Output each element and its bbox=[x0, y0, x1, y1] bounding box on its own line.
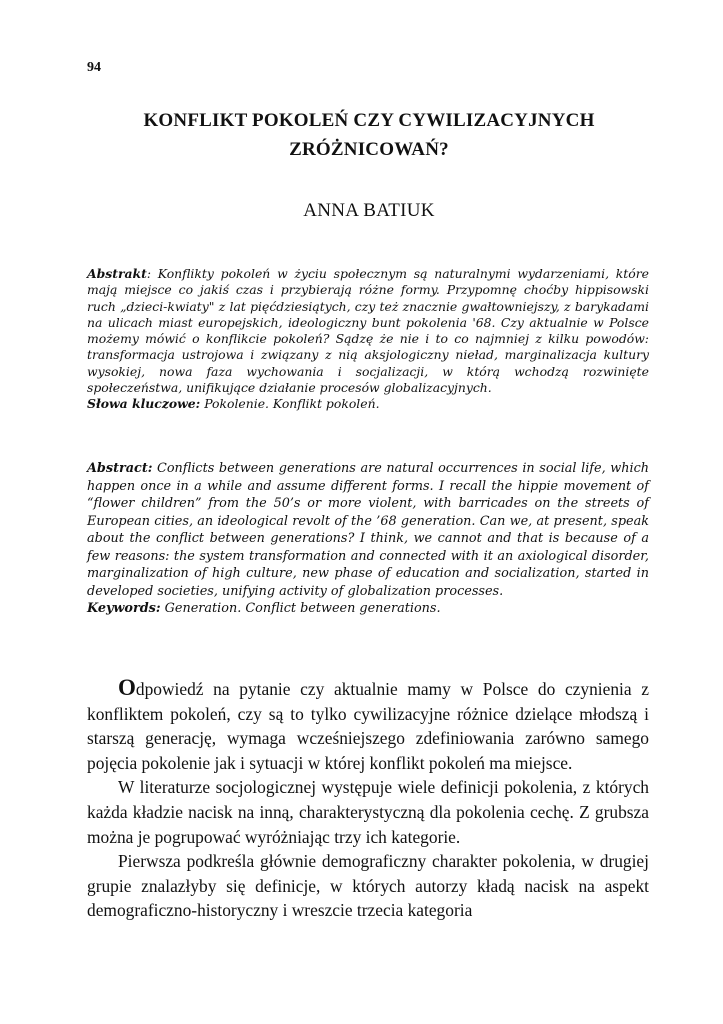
body-paragraph-3: Pierwsza podkreśla głównie demograficzny charakter pokolenia, w drugiej grupie znalazłyby się definicje, w których autorzy kładą nacisk na aspekt demograficzno-historyczny i wreszcie trzecia kategoria bbox=[87, 851, 649, 921]
drop-cap: O bbox=[118, 675, 136, 700]
keywords-polish-label: Słowa kluczowe: bbox=[87, 396, 201, 412]
abstract-polish-label: Abstrakt bbox=[87, 266, 147, 281]
keywords-english-text: Generation. Conflict between generations. bbox=[160, 601, 441, 616]
page-number: 94 bbox=[87, 60, 101, 75]
keywords-polish-text: Pokolenie. Konflikt pokoleń. bbox=[200, 396, 380, 412]
abstract-polish bbox=[87, 266, 649, 413]
body-paragraph-2: W literaturze socjologicznej występuje wiele definicji pokolenia, z których każda kładzie nacisk na inną, charakterystyczną dla pokolenia cechę. Z grubsza można je pogrupować wyróżniając trzy ich kategorie. bbox=[87, 777, 649, 847]
article-title bbox=[90, 106, 648, 164]
title-line-1: KONFLIKT POKOLEŃ CZY CYWILIZACYJNYCH bbox=[143, 110, 595, 131]
abstract-polish-paragraph bbox=[87, 266, 649, 396]
abstract-english-paragraph bbox=[87, 460, 649, 600]
body-text bbox=[87, 676, 649, 923]
abstract-english-text: Conflicts between generations are natural occurrences in social life, which happen once in a while and assume different forms. I recall the hippie movement of “flower children” from the 50’s or more violent, with barricades on the streets of European cities, an ideological revolt of the ’68 generation. Can we, at present, speak about the conflict between generations? I think, we cannot and that is because of a few reasons: the system transformation and connected with it an axiological disorder, marginalization of high culture, new phase of education and socialization, started in developed societies, unifying activity of globalization processes. bbox=[87, 461, 649, 599]
title-line-2: ZRÓŻNICOWAŃ? bbox=[289, 139, 449, 160]
abstract-polish-text: : Konflikty pokoleń w życiu społecznym są naturalnymi wydarzeniami, które mają miejsce co jakiś czas i przybierają różne formy. Przypomnę choćby hippisowski ruch „dzieci-kwiaty" z lat pięćdziesiątych, czy też znacznie gwałtowniejszy, z barykadami na ulicach miast europejskich, ideologiczny bunt pokolenia '68. Czy aktualnie w Polsce możemy mówić o konflikcie pokoleń? Sądzę że nie i to co najmniej z kilku powodów: transformacja ustrojowa i związany z nią aksjologiczny nieład, marginalizacja kultury wysokiej, nowa faza wychowania i socjalizacji, w którą wchodzą rozwinięte społeczeństwa, unifikujące działanie procesów globalizacyjnych. bbox=[87, 266, 649, 396]
keywords-english bbox=[87, 600, 649, 618]
abstract-english-label: Abstract: bbox=[87, 461, 153, 476]
body-paragraph-1 bbox=[87, 676, 649, 775]
author-name: ANNA BATIUK bbox=[303, 200, 435, 221]
body-paragraph-1-text: dpowiedź na pytanie czy aktualnie mamy w Polsce do czynienia z konfliktem pokoleń, czy są to tylko cywilizacyjne różnice dzielące młodszą i starszą generację, wymaga wcześniejszego zdefiniowania zarówno samego pojęcia pokolenie jak i sytuacji w której konflikt pokoleń ma miejsce. bbox=[87, 679, 649, 773]
keywords-polish bbox=[87, 396, 649, 412]
keywords-english-label: Keywords: bbox=[87, 601, 161, 616]
abstract-english bbox=[87, 460, 649, 618]
